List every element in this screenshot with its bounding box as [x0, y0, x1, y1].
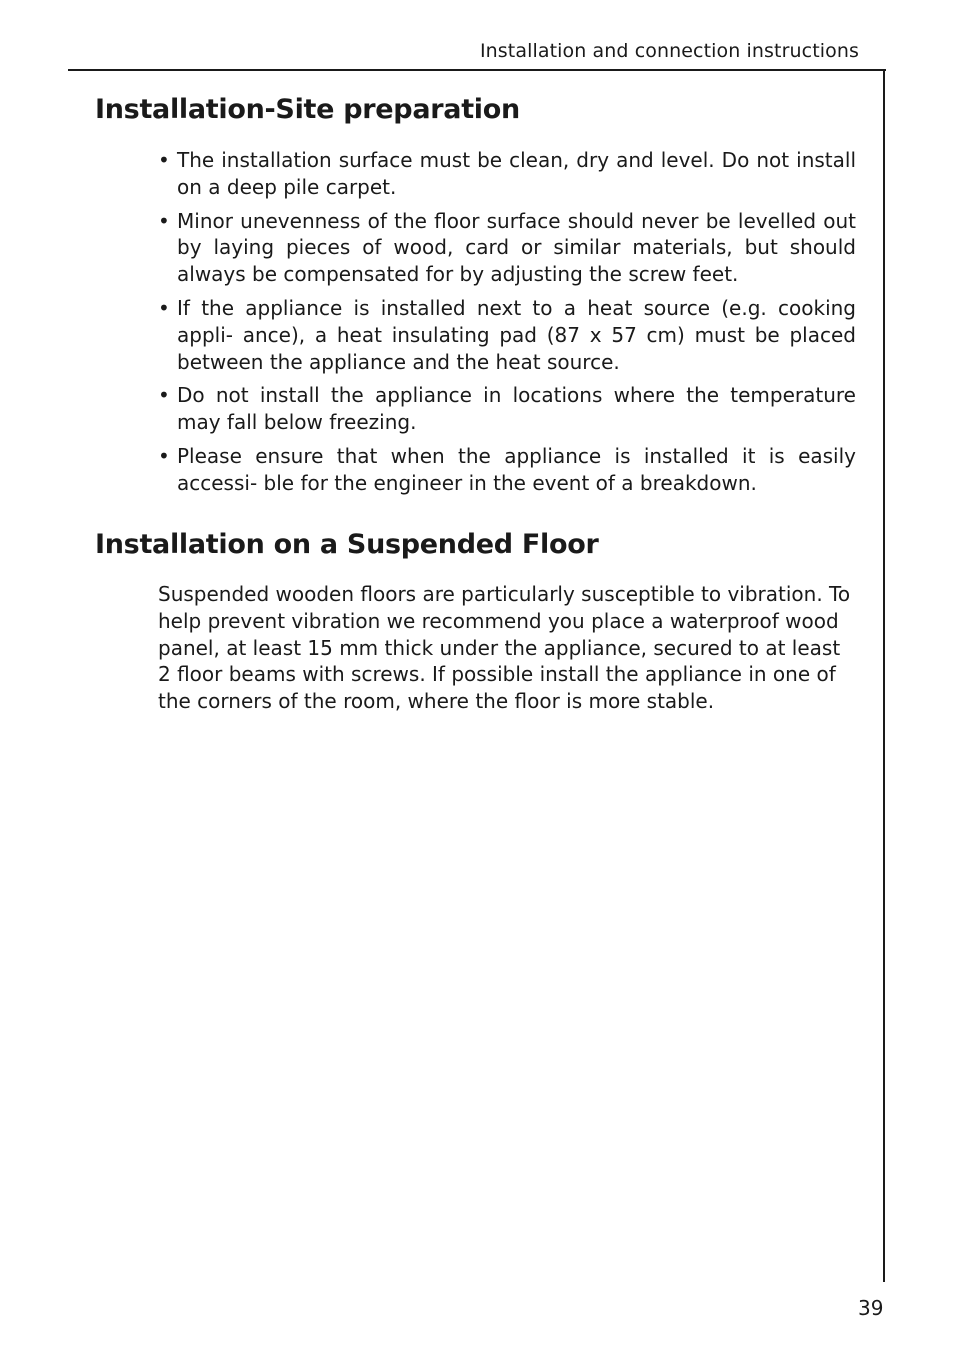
section-heading-suspended-floor: Installation on a Suspended Floor: [95, 529, 599, 560]
bullet-item: [158, 295, 856, 375]
bullet-item: [158, 208, 856, 288]
section-heading-site-preparation: Installation-Site preparation: [95, 94, 520, 125]
bullet-dot: •: [158, 208, 170, 233]
suspended-floor-paragraph: Suspended wooden floors are particularly susceptible to vibration. To help prevent vibration we recommend you place a waterproof wood panel, at least 15 mm thick under the appliance, secured to at least 2 floor beams with screws. If possible install the appliance in one of the corners of the room, where the floor is more stable.: [158, 582, 851, 714]
bullet-text: Minor unevenness of the floor surface should never be levelled out by laying pieces of wood, card or similar materials, but should always be compensated for by adjusting the screw feet.: [177, 208, 856, 287]
bullet-text: The installation surface must be clean, dry and level. Do not install on a deep pile carpet.: [177, 148, 856, 199]
bullet-text: If the appliance is installed next to a heat source (e.g. cooking appli- ance), a heat insulating pad (87 x 57 cm) must be placed between the appliance and the heat source.: [177, 295, 856, 374]
page-number: 39: [858, 1296, 884, 1320]
site-preparation-bullet-list: [158, 147, 856, 504]
bullet-dot: •: [158, 295, 170, 320]
side-rule: [883, 69, 885, 1282]
bullet-text: Do not install the appliance in locations where the temperature may fall below freezing.: [177, 383, 856, 435]
bullet-item: [158, 443, 856, 497]
bullet-item: [158, 147, 856, 201]
bullet-dot: •: [158, 383, 170, 408]
bullet-dot: •: [158, 443, 170, 468]
bullet-text: Please ensure that when the appliance is installed it is easily accessi- ble for the engineer in the event of a breakdown.: [177, 443, 856, 495]
header-rule: [68, 69, 886, 71]
running-header: Installation and connection instructions: [479, 40, 859, 62]
bullet-dot: •: [158, 148, 170, 172]
bullet-item: [158, 382, 856, 436]
